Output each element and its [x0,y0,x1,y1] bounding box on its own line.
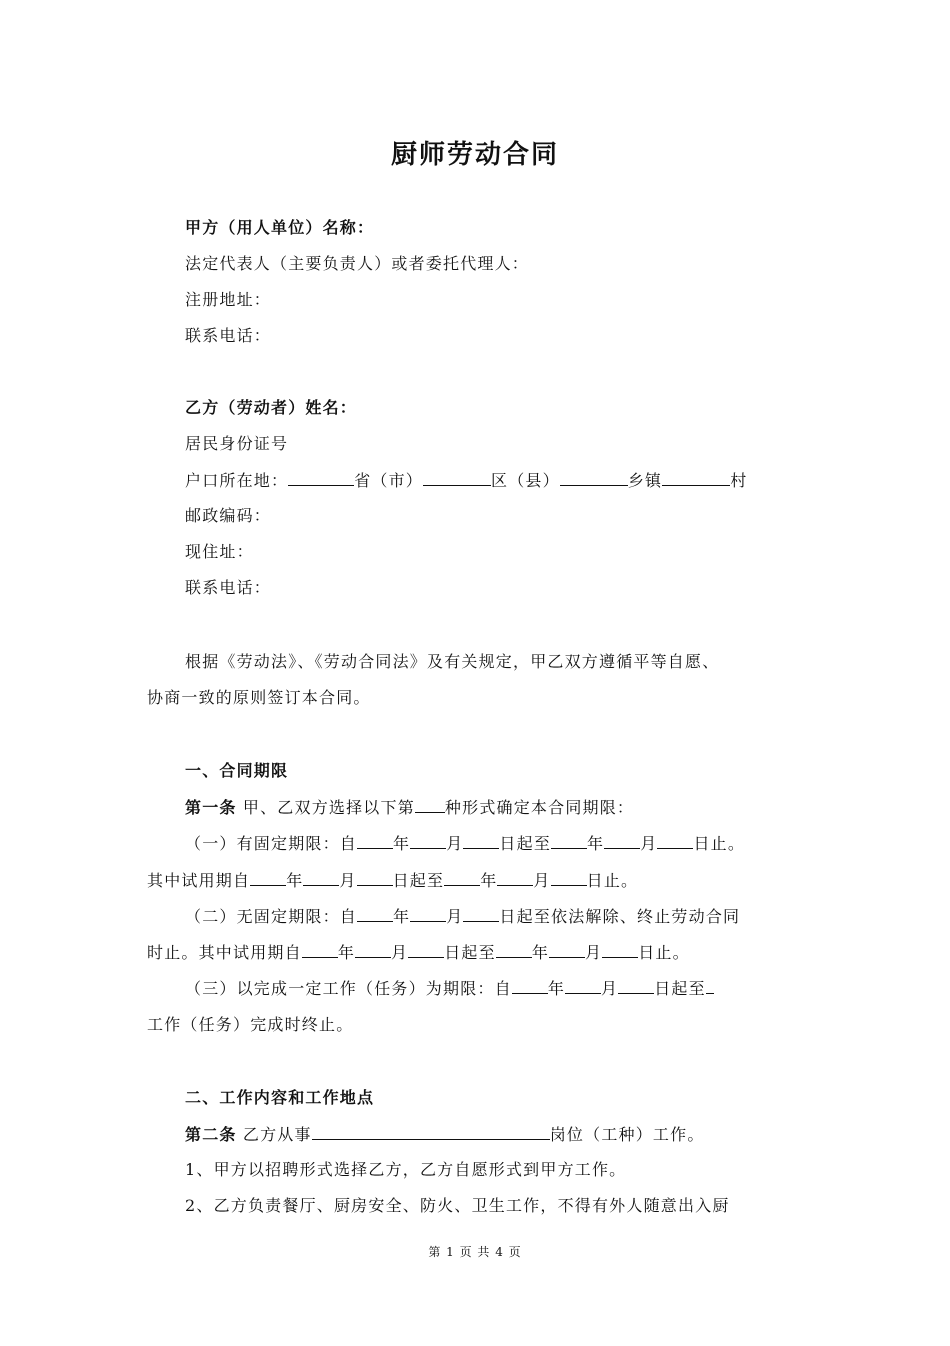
month-text: 月 [446,834,464,853]
option-1-line-2 [147,869,638,892]
option-2-line-1 [185,905,740,928]
month-text: 月 [640,834,658,853]
year-text: 年 [393,834,411,853]
hukou-district-blank [423,469,491,486]
hukou-village: 村 [730,471,748,490]
month-text: 月 [391,943,409,962]
blank [657,832,693,849]
blank [357,869,393,886]
party-a-rep: 法定代表人（主要负责人）或者委托代理人： [185,254,530,273]
year-text: 年 [337,943,356,962]
trial-prefix: 其中试用期自 [147,871,251,890]
month-text: 月 [601,979,619,998]
blank [410,905,446,922]
option-2-prefix: 时止。其中试用期自 [147,943,302,962]
option-1-line-1 [185,832,745,855]
hukou-village-blank [662,469,730,486]
blank [355,941,391,958]
document-title: 厨师劳动合同 [390,140,559,170]
article-1-text-a: 甲、乙双方选择以下第 [242,798,415,817]
section-2-heading: 二、工作内容和工作地点 [185,1088,375,1107]
page-footer: 第 1 页 共 4 页 [428,1245,522,1259]
blank [463,905,499,922]
article-1-blank [415,796,445,813]
article-2-label: 第二条 [185,1125,237,1144]
hukou-town-blank [560,469,628,486]
blank [549,941,585,958]
party-b-hukou [185,469,747,492]
hukou-label: 户口所在地： [185,471,289,490]
article-1 [185,796,634,819]
blank [444,869,480,886]
blank [303,869,339,886]
option-3-label: （三）以完成一定工作（任务）为期限：自 [185,979,512,998]
party-b-residence: 现住址： [185,542,254,561]
option-2-label: （二）无固定期限：自 [185,907,358,926]
article-1-text-b: 种形式确定本合同期限： [444,798,635,817]
month-text: 月 [446,907,464,926]
intro-line-1: 根据《劳动法》、《劳动合同法》及有关规定，甲乙双方遵循平等自愿、 [185,652,720,671]
month-text: 月 [533,871,551,890]
article-2-blank [312,1123,550,1140]
section-1-heading: 一、合同期限 [185,761,289,780]
blank [565,977,601,994]
blank [302,941,338,958]
blank [602,941,638,958]
party-b-postcode: 邮政编码： [185,506,272,525]
option-2-line-2 [147,941,690,964]
blank [706,977,714,994]
year-text: 年 [393,907,411,926]
party-a-phone: 联系电话： [185,326,272,345]
blank [250,869,286,886]
hukou-province: 省（市） [354,471,424,490]
party-b-phone: 联系电话： [185,578,272,597]
blank [497,869,533,886]
day-from-text: 日起至 [654,979,706,998]
option-2-tail: 日起至依法解除、终止劳动合同 [499,907,741,926]
party-b-heading: 乙方（劳动者）姓名： [185,398,358,417]
article-2-text-b: 岗位（工种）工作。 [549,1125,705,1144]
option-3-line-2: 工作（任务）完成时终止。 [147,1015,354,1034]
year-text: 年 [587,834,605,853]
option-1-label: （一）有固定期限：自 [185,834,358,853]
day-from-text: 日起至 [392,871,445,890]
blank [512,977,548,994]
year-text: 年 [286,871,304,890]
article-2-text-a: 乙方从事 [242,1125,312,1144]
year-text: 年 [531,943,550,962]
month-text: 月 [339,871,357,890]
blank [463,832,499,849]
article-2 [185,1123,705,1146]
blank [357,905,393,922]
hukou-district: 区（县） [491,471,560,490]
intro-line-2: 协商一致的原则签订本合同。 [147,688,371,707]
blank [410,832,446,849]
section-2-item-2: 2、乙方负责餐厅、厨房安全、防火、卫生工作，不得有外人随意出入厨 [185,1196,730,1215]
blank [604,832,640,849]
party-a-heading: 甲方（用人单位）名称： [185,218,375,237]
blank [618,977,654,994]
day-end-text: 日止。 [586,871,639,890]
day-end-text: 日止。 [638,943,690,962]
blank [357,832,393,849]
hukou-town: 乡镇 [627,471,663,490]
day-end-text: 日止。 [693,834,746,853]
option-3-line-1 [185,977,714,1000]
year-text: 年 [547,979,566,998]
day-from-text: 日起至 [444,943,496,962]
hukou-province-blank [288,469,354,486]
section-2-item-1: 1、甲方以招聘形式选择乙方，乙方自愿形式到甲方工作。 [185,1160,627,1179]
party-b-id: 居民身份证号 [185,434,289,453]
month-text: 月 [585,943,603,962]
party-a-address: 注册地址： [185,290,272,309]
blank [496,941,532,958]
blank [408,941,444,958]
article-1-label: 第一条 [185,798,237,817]
day-from-text: 日起至 [499,834,552,853]
blank [551,869,587,886]
year-text: 年 [480,871,498,890]
blank [551,832,587,849]
